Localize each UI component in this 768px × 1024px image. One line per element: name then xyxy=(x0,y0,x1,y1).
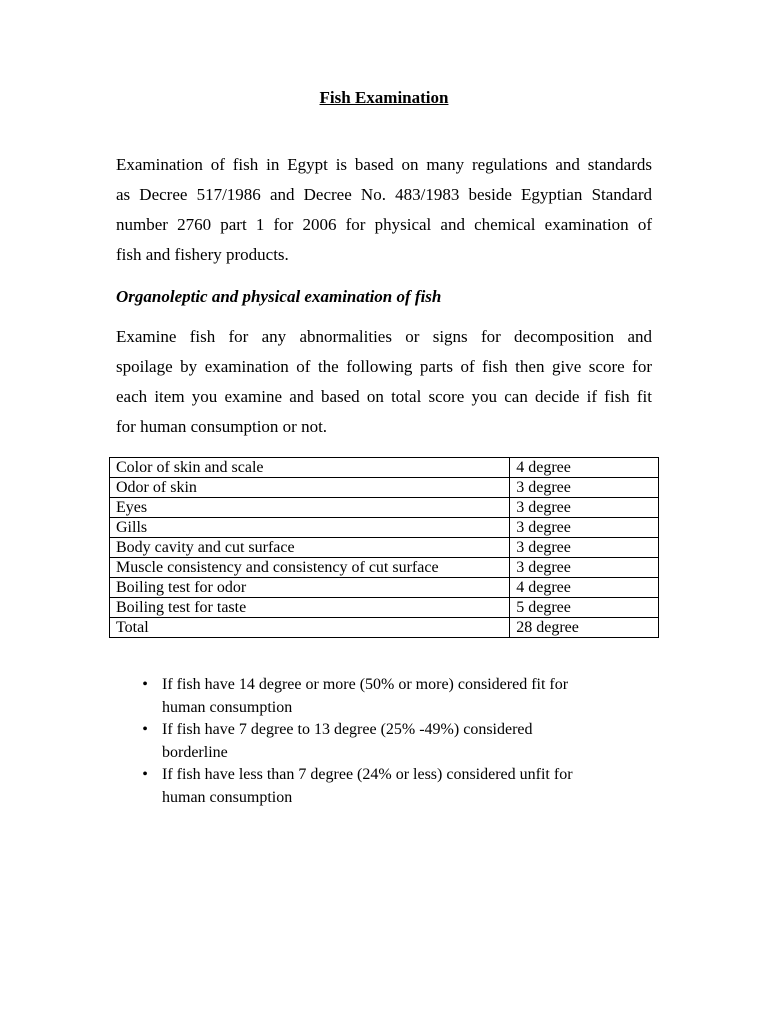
table-row xyxy=(110,458,659,478)
table-row xyxy=(110,598,659,618)
table-cell-item: Eyes xyxy=(110,498,510,518)
rules-list xyxy=(140,674,640,809)
table-row xyxy=(110,538,659,558)
rule-line: borderline xyxy=(162,743,228,761)
rule-line: If fish have 7 degree to 13 degree (25% -49%) considered xyxy=(162,721,533,738)
table-cell-degree: 3 degree xyxy=(510,498,659,518)
bullet-icon: • xyxy=(142,766,148,783)
table-row xyxy=(110,518,659,538)
rule-line: human consumption xyxy=(162,698,293,716)
list-item xyxy=(140,719,640,764)
section-paragraph xyxy=(116,322,652,442)
table-row-total xyxy=(110,618,659,638)
section-line: for human consumption or not. xyxy=(116,417,328,436)
table-cell-degree: 28 degree xyxy=(510,618,659,638)
score-table xyxy=(109,457,659,638)
table-cell-item: Boiling test for odor xyxy=(110,578,510,598)
bullet-icon: • xyxy=(142,721,148,738)
intro-line: fish and fishery products. xyxy=(116,245,289,264)
section-line: spoilage by examination of the following parts of fish then give score for xyxy=(116,357,652,376)
table-cell-item: Odor of skin xyxy=(110,478,510,498)
table-cell-item: Body cavity and cut surface xyxy=(110,538,510,558)
table-cell-item: Color of skin and scale xyxy=(110,458,510,478)
list-item xyxy=(140,764,640,809)
rule-line: If fish have 14 degree or more (50% or more) considered fit for xyxy=(162,676,569,693)
section-line: each item you examine and based on total score you can decide if fish fit xyxy=(116,387,652,406)
table-row xyxy=(110,478,659,498)
section-line: Examine fish for any abnormalities or signs for decomposition and xyxy=(116,327,652,346)
table-row xyxy=(110,578,659,598)
table-cell-degree: 5 degree xyxy=(510,598,659,618)
intro-line: as Decree 517/1986 and Decree No. 483/1983 beside Egyptian Standard xyxy=(116,185,652,204)
table-row xyxy=(110,498,659,518)
table-cell-item: Muscle consistency and consistency of cut surface xyxy=(110,558,510,578)
rule-line: human consumption xyxy=(162,788,293,806)
table-cell-degree: 4 degree xyxy=(510,578,659,598)
table-row xyxy=(110,558,659,578)
table-cell-item: Total xyxy=(110,618,510,638)
page-title: Fish Examination xyxy=(319,88,449,107)
intro-line: number 2760 part 1 for 2006 for physical and chemical examination of xyxy=(116,215,652,234)
list-item xyxy=(140,674,640,719)
table-cell-degree: 3 degree xyxy=(510,518,659,538)
table-cell-degree: 3 degree xyxy=(510,558,659,578)
table-cell-degree: 3 degree xyxy=(510,538,659,558)
table-cell-degree: 4 degree xyxy=(510,458,659,478)
rule-line: If fish have less than 7 degree (24% or less) considered unfit for xyxy=(162,766,573,783)
intro-line: Examination of fish in Egypt is based on many regulations and standards xyxy=(116,155,652,174)
bullet-icon: • xyxy=(142,676,148,693)
table-cell-item: Gills xyxy=(110,518,510,538)
table-cell-degree: 3 degree xyxy=(510,478,659,498)
section-heading: Organoleptic and physical examination of fish xyxy=(116,287,442,306)
intro-paragraph xyxy=(116,150,652,270)
table-cell-item: Boiling test for taste xyxy=(110,598,510,618)
